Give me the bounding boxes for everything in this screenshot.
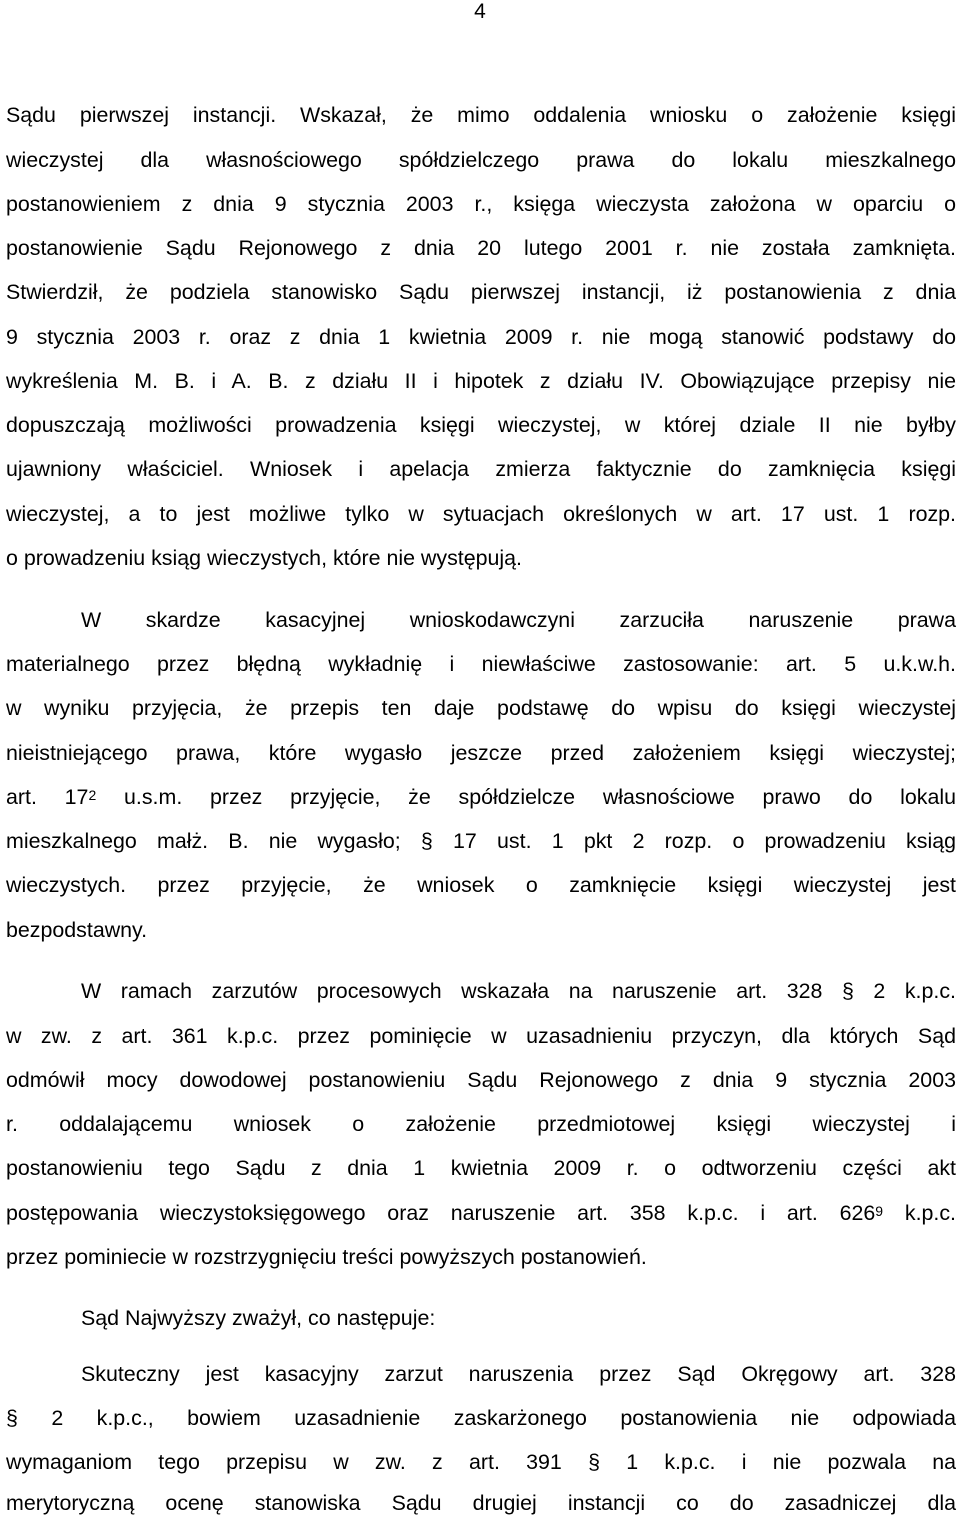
superscript: 2 — [88, 787, 97, 803]
text-run: u.s.m. przez przyjęcie, że spółdzielcze własnościowe prawo do lokalu — [96, 785, 956, 809]
text-line: wieczystej, a to jest możliwe tylko w sytuacjach określonych w art. 17 ust. 1 rozp. — [6, 502, 956, 526]
section-sign: § — [420, 829, 433, 853]
text-run: wymaganiom tego przepisu w zw. z art. 391 — [6, 1450, 589, 1474]
text-run: k.p.c. — [883, 1201, 957, 1225]
text-line: merytoryczną ocenę stanowiska Sądu drugiej instancji co do zasadniczej dla — [6, 1491, 956, 1515]
text-line: Sądu pierwszej instancji. Wskazał, że mimo oddalenia wniosku o założenie księgi — [6, 103, 956, 127]
text-line — [6, 782, 956, 812]
text-line — [6, 826, 956, 856]
text-line: Skuteczny jest kasacyjny zarzut naruszenia przez Sąd Okręgowy art. 328 — [81, 1362, 956, 1386]
text-line: o prowadzeniu ksiąg wieczystych, które nie występują. — [6, 546, 522, 570]
text-line: postanowieniem z dnia 9 stycznia 2003 r., księga wieczysta założona w oparciu o — [6, 192, 956, 216]
text-line: ujawniony właściciel. Wniosek i apelacja zmierza faktycznie do zamknięcia księgi — [6, 457, 956, 481]
text-line: bezpodstawny. — [6, 918, 148, 942]
text-line: w zw. z art. 361 k.p.c. przez pominięcie w uzasadnieniu przyczyn, dla których Sąd — [6, 1024, 956, 1048]
text-line: Stwierdził, że podziela stanowisko Sądu pierwszej instancji, iż postanowienia z dnia — [6, 280, 956, 304]
text-run: 1 k.p.c. i nie pozwala na — [599, 1450, 956, 1474]
text-line: postanowienie Sądu Rejonowego z dnia 20 lutego 2001 r. nie została zamknięta. — [6, 236, 956, 260]
text-line: postanowieniu tego Sądu z dnia 1 kwietnia 2009 r. o odtworzeniu części akt — [6, 1156, 956, 1180]
text-run: mieszkalnego małż. B. nie wygasło; — [6, 829, 421, 853]
text-line: wieczystych. przez przyjęcie, że wniosek o zamknięcie księgi wieczystej jest — [6, 873, 956, 897]
text-line: 9 stycznia 2003 r. oraz z dnia 1 kwietnia 2009 r. nie mogą stanowić podstawy do — [6, 325, 956, 349]
text-run: 2 k.p.c. — [853, 979, 956, 1003]
text-line: wieczystej dla własnościowego spółdzielczego prawa do lokalu mieszkalnego — [6, 148, 956, 172]
section-sign: § — [841, 979, 854, 1003]
section-heading: Sąd Najwyższy zważył, co następuje: — [81, 1306, 436, 1330]
text-line: odmówił mocy dowodowej postanowieniu Sądu Rejonowego z dnia 9 stycznia 2003 — [6, 1068, 956, 1092]
text-line: r. oddalającemu wniosek o założenie przedmiotowej księgi wieczystej i — [6, 1112, 956, 1136]
text-line: W skardze kasacyjnej wnioskodawczyni zarzuciła naruszenie prawa — [81, 608, 956, 632]
text-line — [6, 1403, 956, 1433]
text-line: wykreślenia M. B. i A. B. z działu II i hipotek z działu IV. Obowiązujące przepisy nie — [6, 369, 956, 393]
text-line — [6, 1198, 956, 1228]
text-line: w wyniku przyjęcia, że przepis ten daje podstawę do wpisu do księgi wieczystej — [6, 696, 956, 720]
text-line — [81, 976, 956, 1006]
text-line — [6, 1447, 956, 1477]
page-number: 4 — [474, 0, 486, 23]
text-run: W ramach zarzutów procesowych wskazała na naruszenie art. 328 — [81, 979, 842, 1003]
text-run: postępowania wieczystoksięgowego oraz naruszenie art. 358 k.p.c. i art. 626 — [6, 1201, 876, 1225]
text-run: art. 17 — [6, 785, 89, 809]
text-run: 17 ust. 1 pkt 2 rozp. o prowadzeniu ksiąg — [432, 829, 956, 853]
section-sign: § — [588, 1450, 600, 1474]
text-line: materialnego przez błędną wykładnię i niewłaściwe zastosowanie: art. 5 u.k.w.h. — [6, 652, 956, 676]
text-line: nieistniejącego prawa, które wygasło jeszcze przed założeniem księgi wieczystej; — [6, 741, 956, 765]
section-sign: § — [6, 1406, 18, 1430]
superscript: 9 — [875, 1203, 884, 1219]
text-line: przez pominiecie w rozstrzygnięciu treści powyższych postanowień. — [6, 1245, 647, 1269]
text-line: dopuszczają możliwości prowadzenia księgi wieczystej, w której dziale II nie byłby — [6, 413, 956, 437]
text-run: 2 k.p.c., bowiem uzasadnienie zaskarżonego postanowienia nie odpowiada — [17, 1406, 956, 1430]
